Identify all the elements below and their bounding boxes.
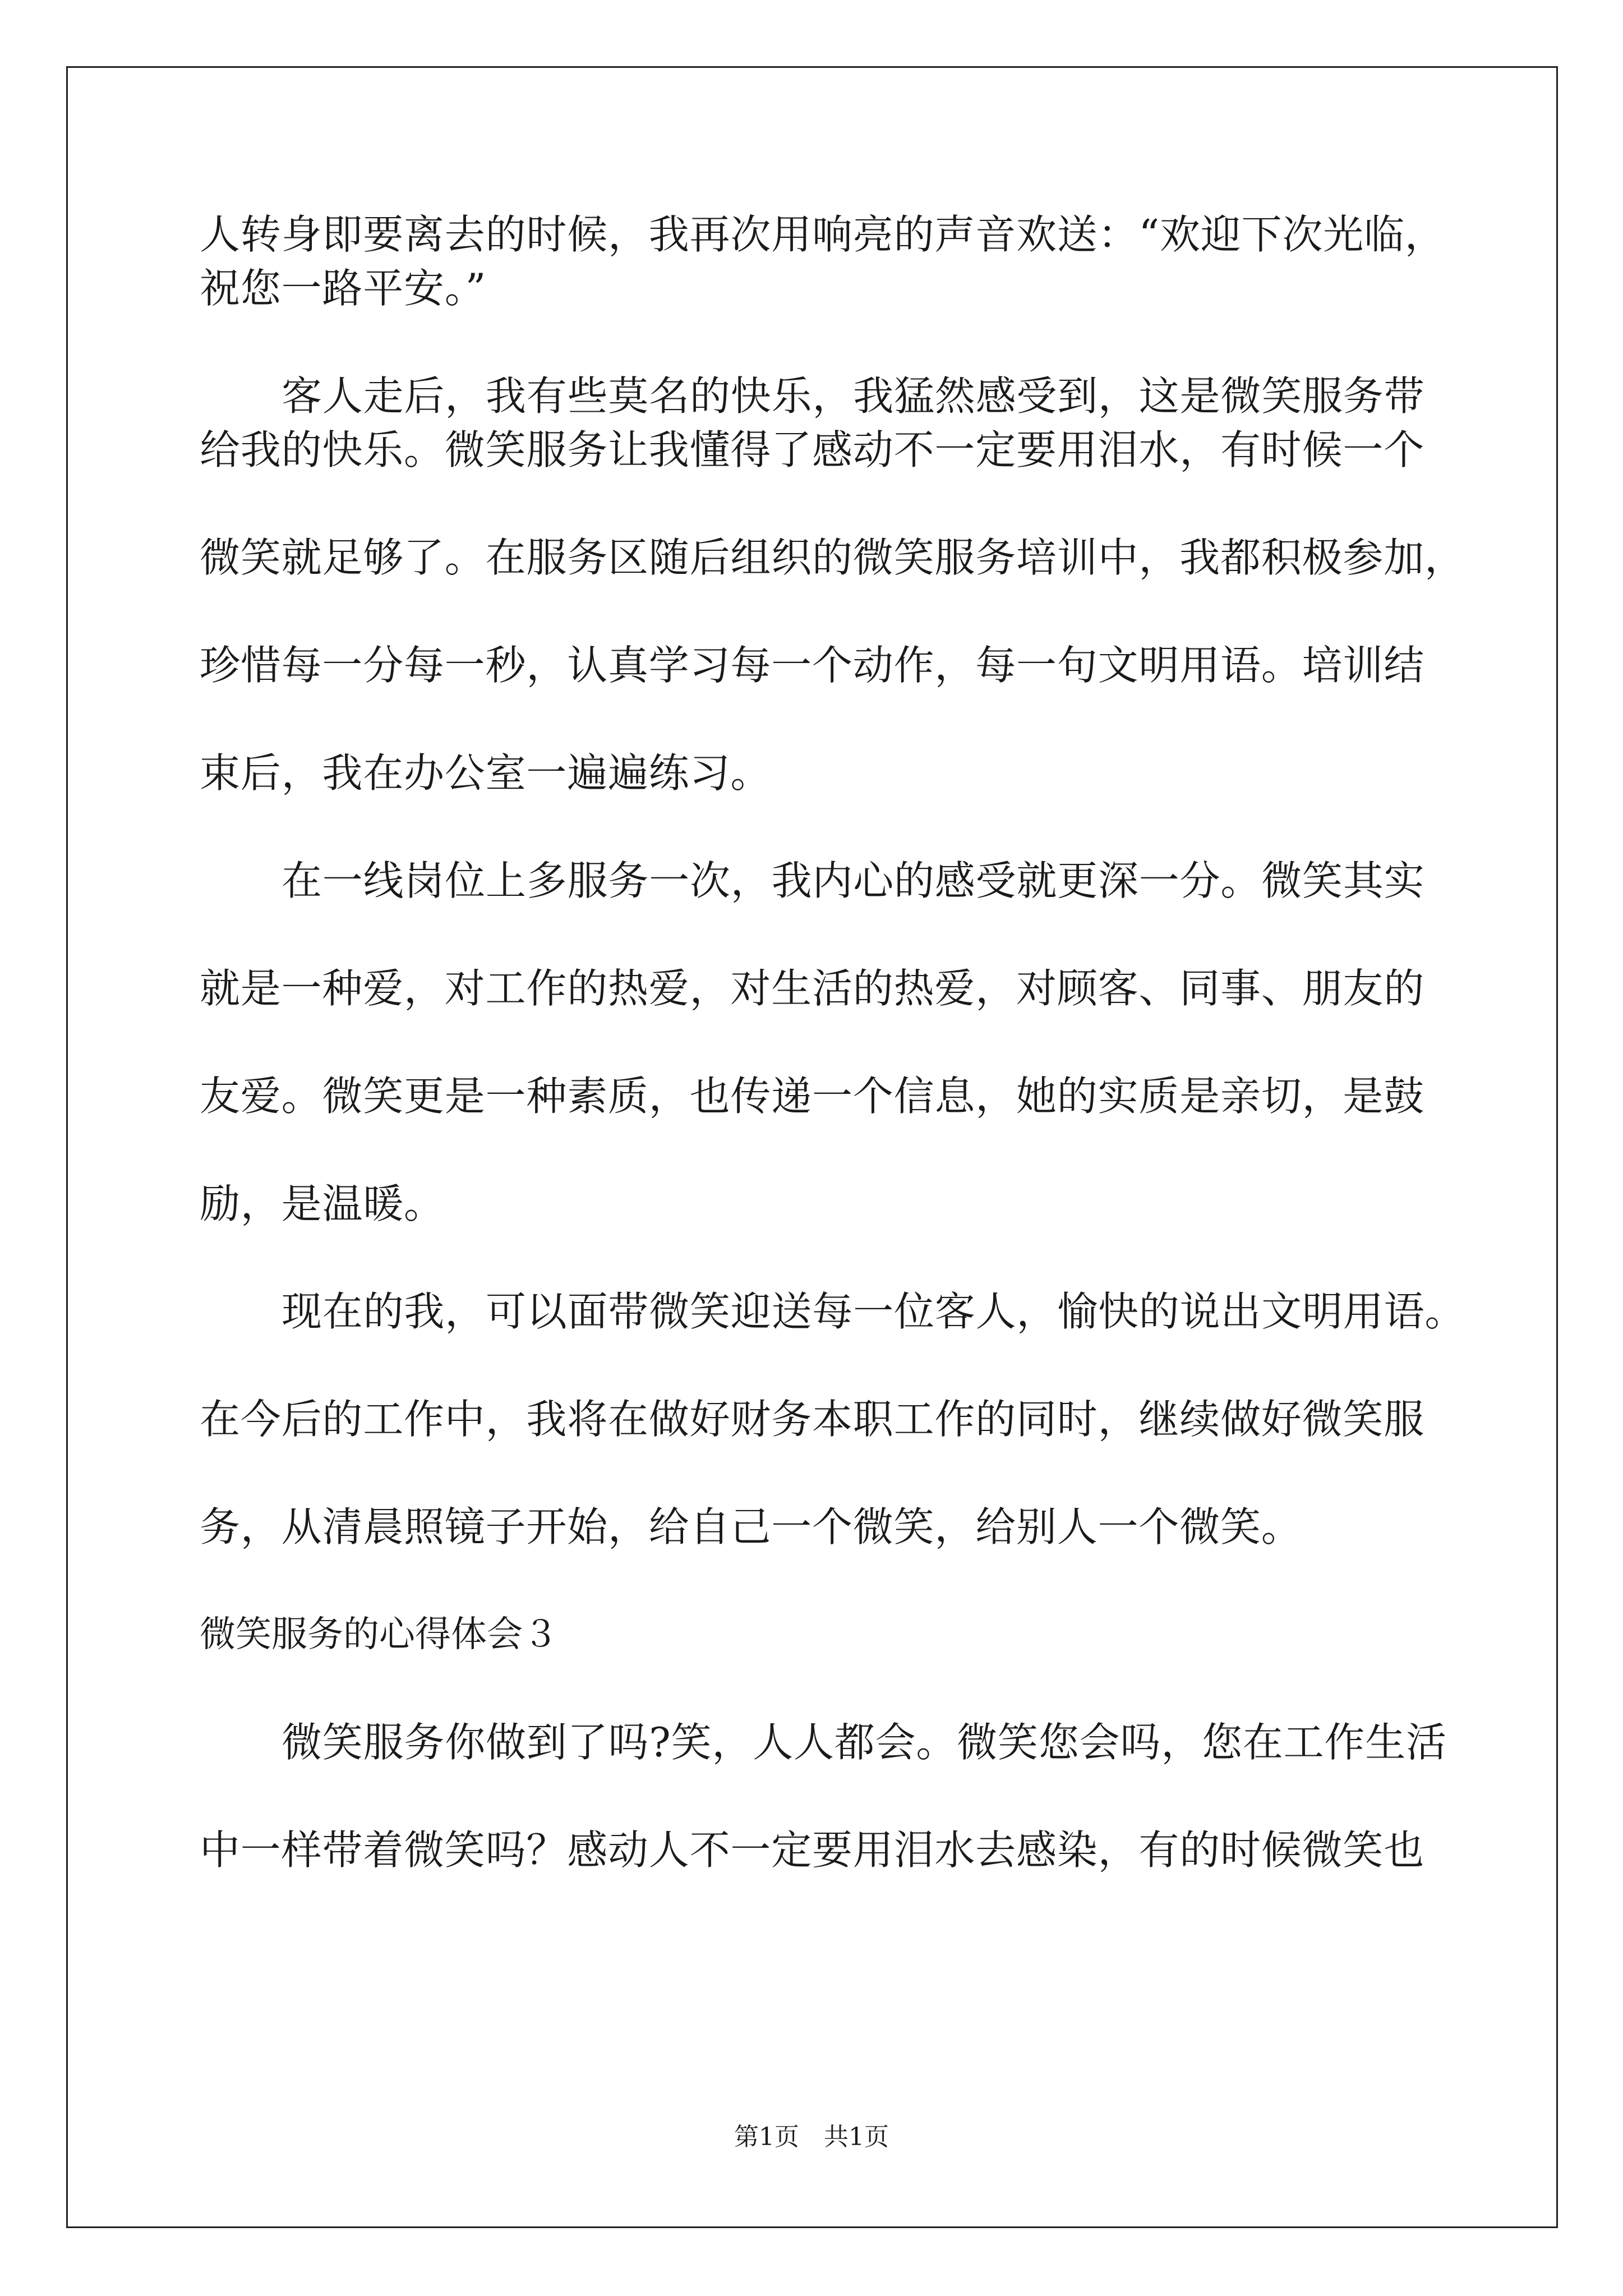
text-line: 人转身即要离去的时候，我再次用响亮的声音欢送：“欢迎下次光临，: [200, 211, 1446, 258]
text-line: 给我的快乐。微笑服务让我懂得了感动不一定要用泪水，有时候一个: [200, 426, 1425, 473]
document-body: [200, 208, 1466, 1877]
paragraph-3: [200, 854, 1428, 1231]
text-line: 在一线岗位上多服务一次，我内心的感受就更深一分。微笑其实: [282, 857, 1425, 904]
paragraph-4: [200, 1285, 1466, 1554]
text-line: 现在的我，可以面带微笑迎送每一位客人，愉快的说出文明用语。: [282, 1288, 1466, 1335]
text-line: 珍惜每一分每一秒，认真学习每一个动作，每一句文明用语。培训结: [200, 642, 1425, 689]
text-line: 祝您一路平安。”: [200, 265, 487, 312]
text-line: 中一样带着微笑吗？感动人不一定要用泪水去感染，有的时候微笑也: [200, 1826, 1425, 1874]
section-heading: 微笑服务的心得体会３: [200, 1614, 559, 1655]
page-footer: 第1页 共1页: [734, 2123, 889, 2151]
text-line: 微笑就足够了。在服务区随后组织的微笑服务培训中，我都积极参加，: [200, 534, 1465, 581]
text-line: 客人走后，我有些莫名的快乐，我猛然感受到，这是微笑服务带: [282, 372, 1425, 420]
text-line: 务，从清晨照镜子开始，给自己一个微笑，给别人一个微笑。: [200, 1503, 1302, 1550]
paragraph-5: [200, 1715, 1447, 1877]
text-line: 在今后的工作中，我将在做好财务本职工作的同时，继续做好微笑服: [200, 1396, 1425, 1443]
paragraph-2: [200, 369, 1465, 800]
paragraph-1: [200, 208, 1446, 315]
text-line: 就是一种爱，对工作的热爱，对生活的热爱，对顾客、同事、朋友的: [200, 965, 1425, 1012]
text-line: 友爱。微笑更是一种素质，也传递一个信息，她的实质是亲切，是鼓: [200, 1073, 1425, 1120]
text-line: 励，是温暖。: [200, 1180, 445, 1227]
text-line: 束后，我在办公室一遍遍练习。: [200, 749, 772, 797]
text-line: 微笑服务你做到了吗?笑，人人都会。微笑您会吗，您在工作生活: [282, 1719, 1447, 1766]
